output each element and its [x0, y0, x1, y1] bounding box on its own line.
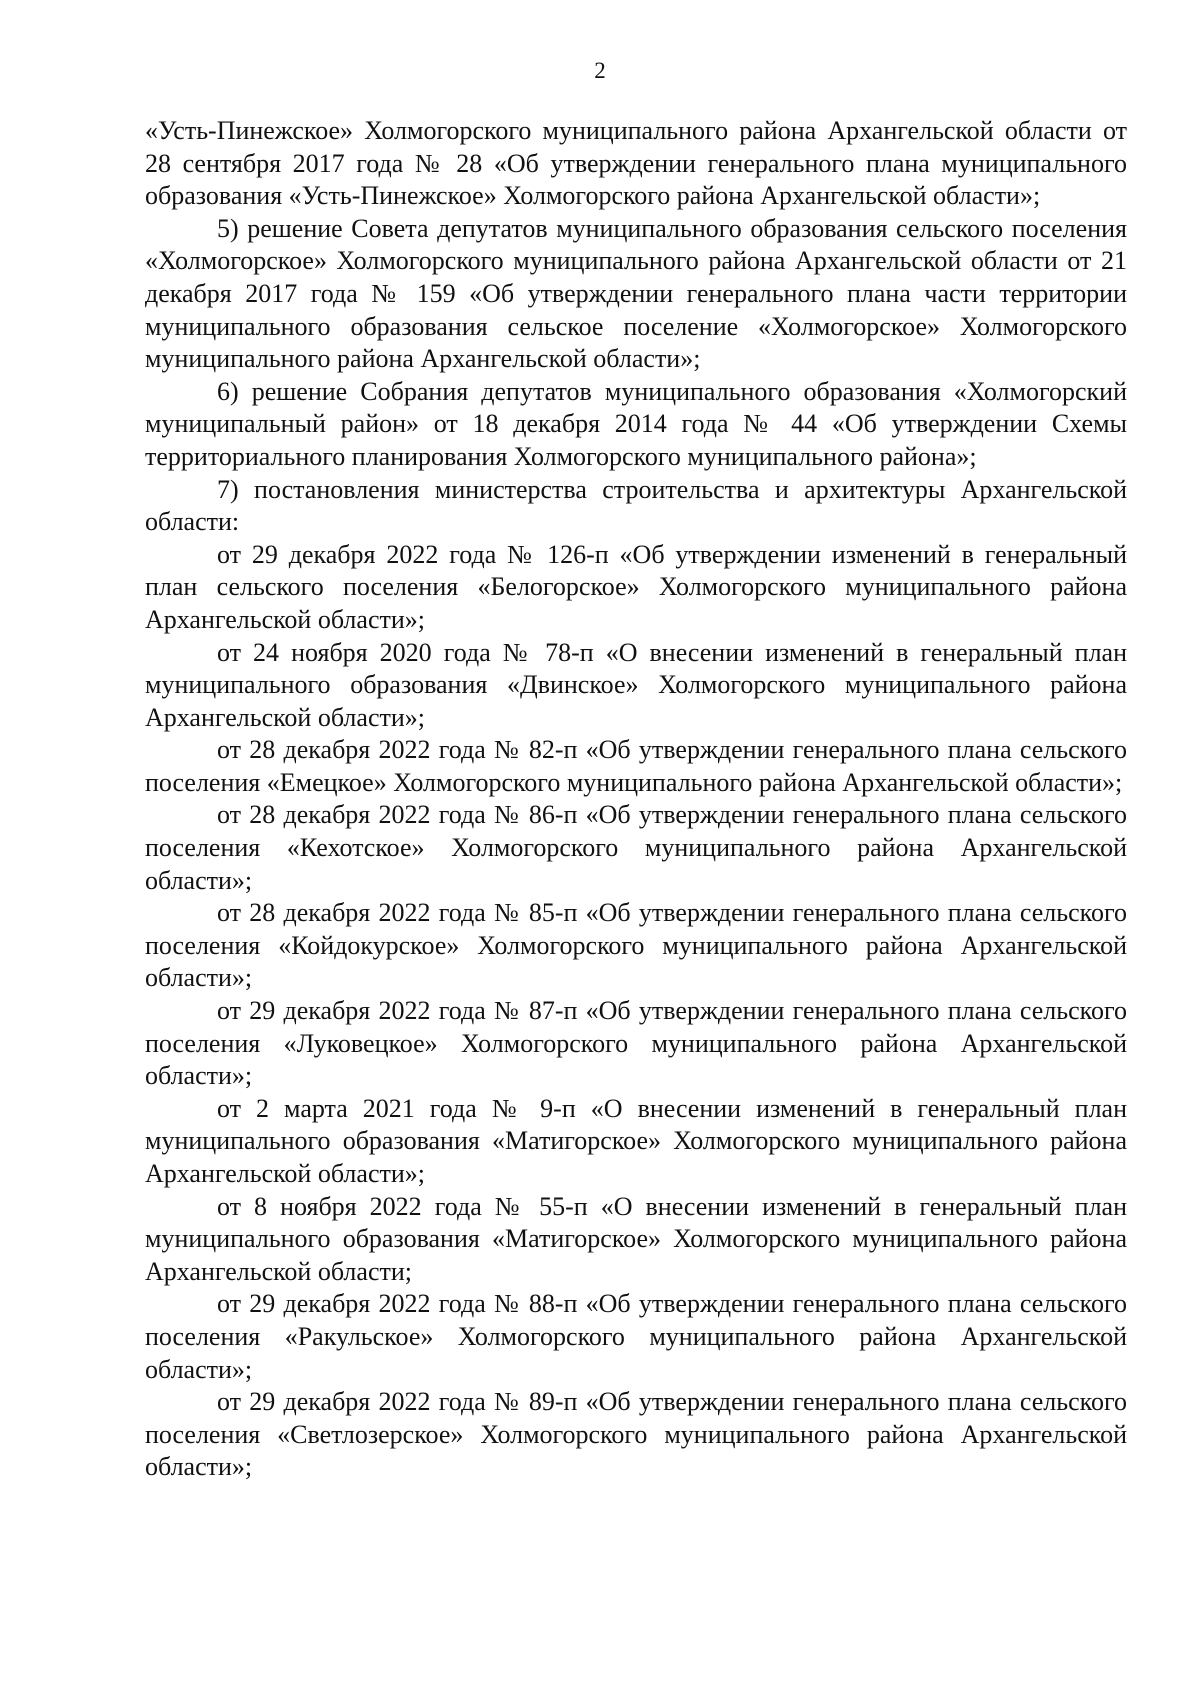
paragraph-decree-matigorskoe-2022: от 8 ноября 2022 года № 55-п «О внесении изменений в генеральный план муниципального образования «Матигорское» Холмогорского муниципального района Архангельской области; [145, 1191, 1127, 1286]
document-body [145, 115, 1127, 1484]
paragraph-item-6: 6) решение Собрания депутатов муниципального образования «Холмогорский муниципальный район» от 18 декабря 2014 года № 44 «Об утверждении Схемы территориального планирования Холмогорского муниципального района»; [145, 376, 1127, 471]
paragraph-decree-matigorskoe-2021: от 2 марта 2021 года № 9-п «О внесении изменений в генеральный план муниципального образования «Матигорское» Холмогорского муниципального района Архангельской области»; [145, 1093, 1127, 1188]
paragraph-decree-emetskoe: от 28 декабря 2022 года № 82-п «Об утверждении генерального плана сельского поселения «Емецкое» Холмогорского муниципального района Архангельской области»; [145, 735, 1127, 797]
paragraph-decree-svetlozerskoe: от 29 декабря 2022 года № 89-п «Об утверждении генерального плана сельского поселения «Светлозерское» Холмогорского муниципального района Архангельской области»; [145, 1387, 1127, 1482]
paragraph-item-7: 7) постановления министерства строительства и архитектуры Архангельской области: [145, 474, 1127, 537]
paragraph-decree-koidokurskoe: от 28 декабря 2022 года № 85-п «Об утверждении генерального плана сельского поселения «Койдокурское» Холмогорского муниципального района Архангельской области»; [145, 898, 1127, 993]
paragraph-decree-belogorskoe: от 29 декабря 2022 года № 126-п «Об утверждении изменений в генеральный план сельского поселения «Белогорское» Холмогорского муниципального района Архангельской области»; [145, 539, 1127, 634]
paragraph-decree-kekhotskoe: от 28 декабря 2022 года № 86-п «Об утверждении генерального плана сельского поселения «Кехотское» Холмогорского муниципального района Архангельской области»; [145, 800, 1127, 895]
paragraph-decree-lukovetskoe: от 29 декабря 2022 года № 87-п «Об утверждении генерального плана сельского поселения «Луковецкое» Холмогорского муниципального района Архангельской области»; [145, 996, 1127, 1091]
paragraph-decree-rakulskoe: от 29 декабря 2022 года № 88-п «Об утверждении генерального плана сельского поселения «Ракульское» Холмогорского муниципального района Архангельской области»; [145, 1289, 1127, 1384]
paragraph-continuation: «Усть-Пинежское» Холмогорского муниципального района Архангельской области от 28 сентября 2017 года № 28 «Об утверждении генерального плана муниципального образования «Усть-Пинежское» Холмогорского района Архангельской области»; [145, 116, 1127, 211]
page-number: 2 [594, 58, 606, 83]
paragraph-decree-dvinskoe: от 24 ноября 2020 года № 78-п «О внесении изменений в генеральный план муниципального образования «Двинское» Холмогорского муниципального района Архангельской области»; [145, 637, 1127, 732]
paragraph-item-5: 5) решение Совета депутатов муниципального образования сельского поселения «Холмогорское» Холмогорского муниципального района Архангельской области от 21 декабря 2017 года № 159 «Об утверждении генерального плана части территории муниципального образования сельское поселение «Холмогорское» Холмогорского муниципального района Архангельской области»; [145, 213, 1127, 374]
